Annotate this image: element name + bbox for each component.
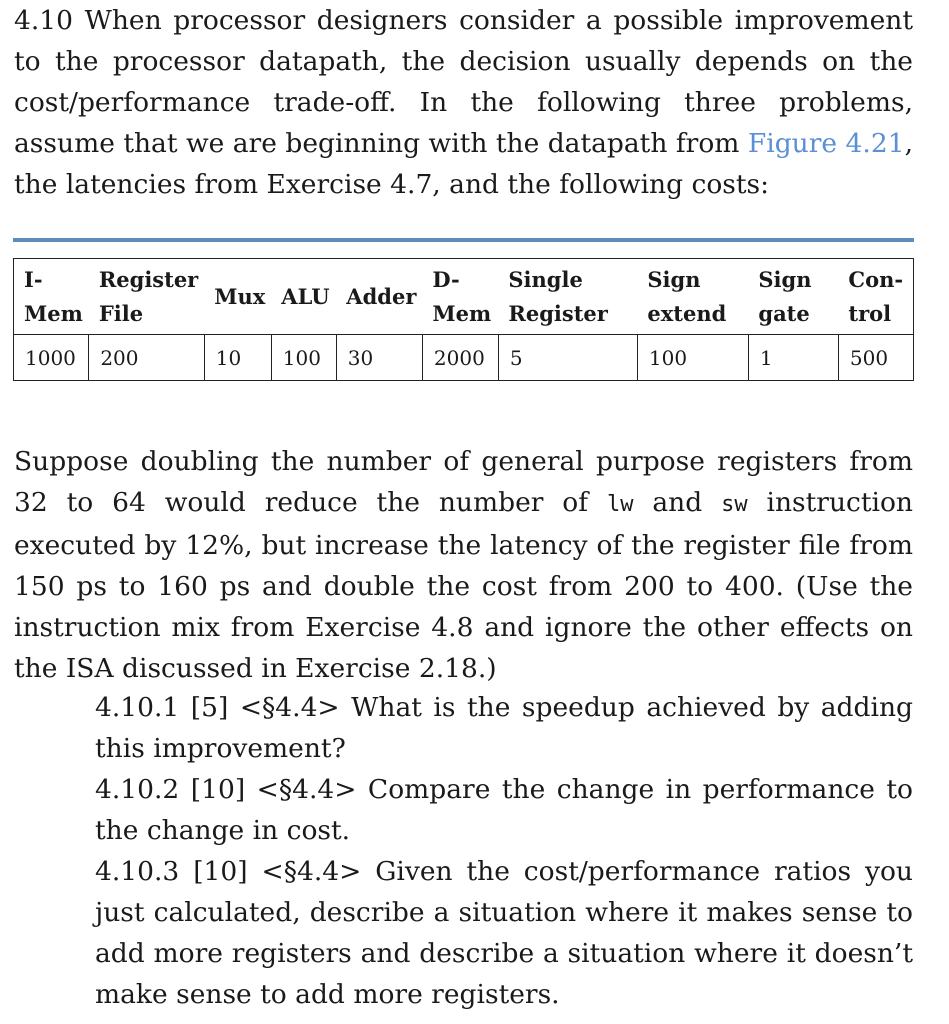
code-lw: lw [606, 492, 634, 517]
code-sw: sw [721, 492, 748, 517]
cost-table [13, 258, 914, 381]
figure-link[interactable]: Figure 4.21 [747, 128, 905, 159]
intro-lead: 4.10 When processor designers consider a possible improvement to the processor datapath, the decision usually depends on the cost/performance trade-off. In the following three problems, assume that we are beginning with the datapath from [14, 5, 913, 159]
header-mux: Mux [204, 259, 271, 335]
value-imem: 1000 [25, 345, 76, 370]
value-dmem: 2000 [422, 335, 498, 381]
header-alu: ALU [271, 259, 336, 335]
question-4-10-3: 4.10.3 [10] <§4.4> Given the cost/performance ratios you just calculated, describe a situation where it makes sense to add more registers and describe a situation where it doesn’t make sense to add more registers. [95, 856, 913, 1010]
value-mux: 10 [204, 335, 271, 381]
value-register-file: 200 [89, 335, 204, 381]
scenario-part2: and [633, 487, 722, 518]
header-adder: Adder [336, 259, 422, 335]
value-sign-extend: 100 [637, 335, 748, 381]
header-sign-gate: Sign gate [748, 259, 838, 335]
scenario-part1: Suppose doubling the number of general purpose registers from 32 to 64 would reduce the number of [14, 446, 913, 518]
header-single-register: Single Register [498, 259, 637, 335]
question-4-10-1: 4.10.1 [5] <§4.4> What is the speedup achieved by adding this improvement? [95, 692, 913, 764]
intro-paragraph [14, 0, 913, 205]
header-sign-extend: Sign extend [637, 259, 748, 335]
cost-table-header-row [14, 259, 914, 335]
value-adder: 30 [336, 335, 422, 381]
value-single-register: 5 [498, 335, 637, 381]
scenario-paragraph [14, 441, 913, 689]
header-dmem: D-Mem [422, 259, 498, 335]
value-control: 500 [838, 335, 913, 381]
value-sign-gate: 1 [748, 335, 838, 381]
table-top-rule [13, 238, 914, 242]
header-imem: I-Mem [14, 259, 89, 335]
scenario-part3: instruction executed by 12%, but increase the latency of the register file from 150 ps to 160 ps and double the cost from 200 to 400. (Use the instruction mix from Exercise 4.8 and ignore the other effects on the ISA discussed in Exercise 2.18.) [14, 487, 913, 684]
value-alu: 100 [271, 335, 336, 381]
question-4-10-2: 4.10.2 [10] <§4.4> Compare the change in performance to the change in cost. [95, 774, 913, 846]
cost-table-value-row [14, 335, 914, 381]
header-register-file: Register File [89, 259, 204, 335]
header-control: Con-trol [838, 259, 913, 335]
intro-tail: , the latencies from Exercise 4.7, and the following costs: [14, 128, 913, 200]
